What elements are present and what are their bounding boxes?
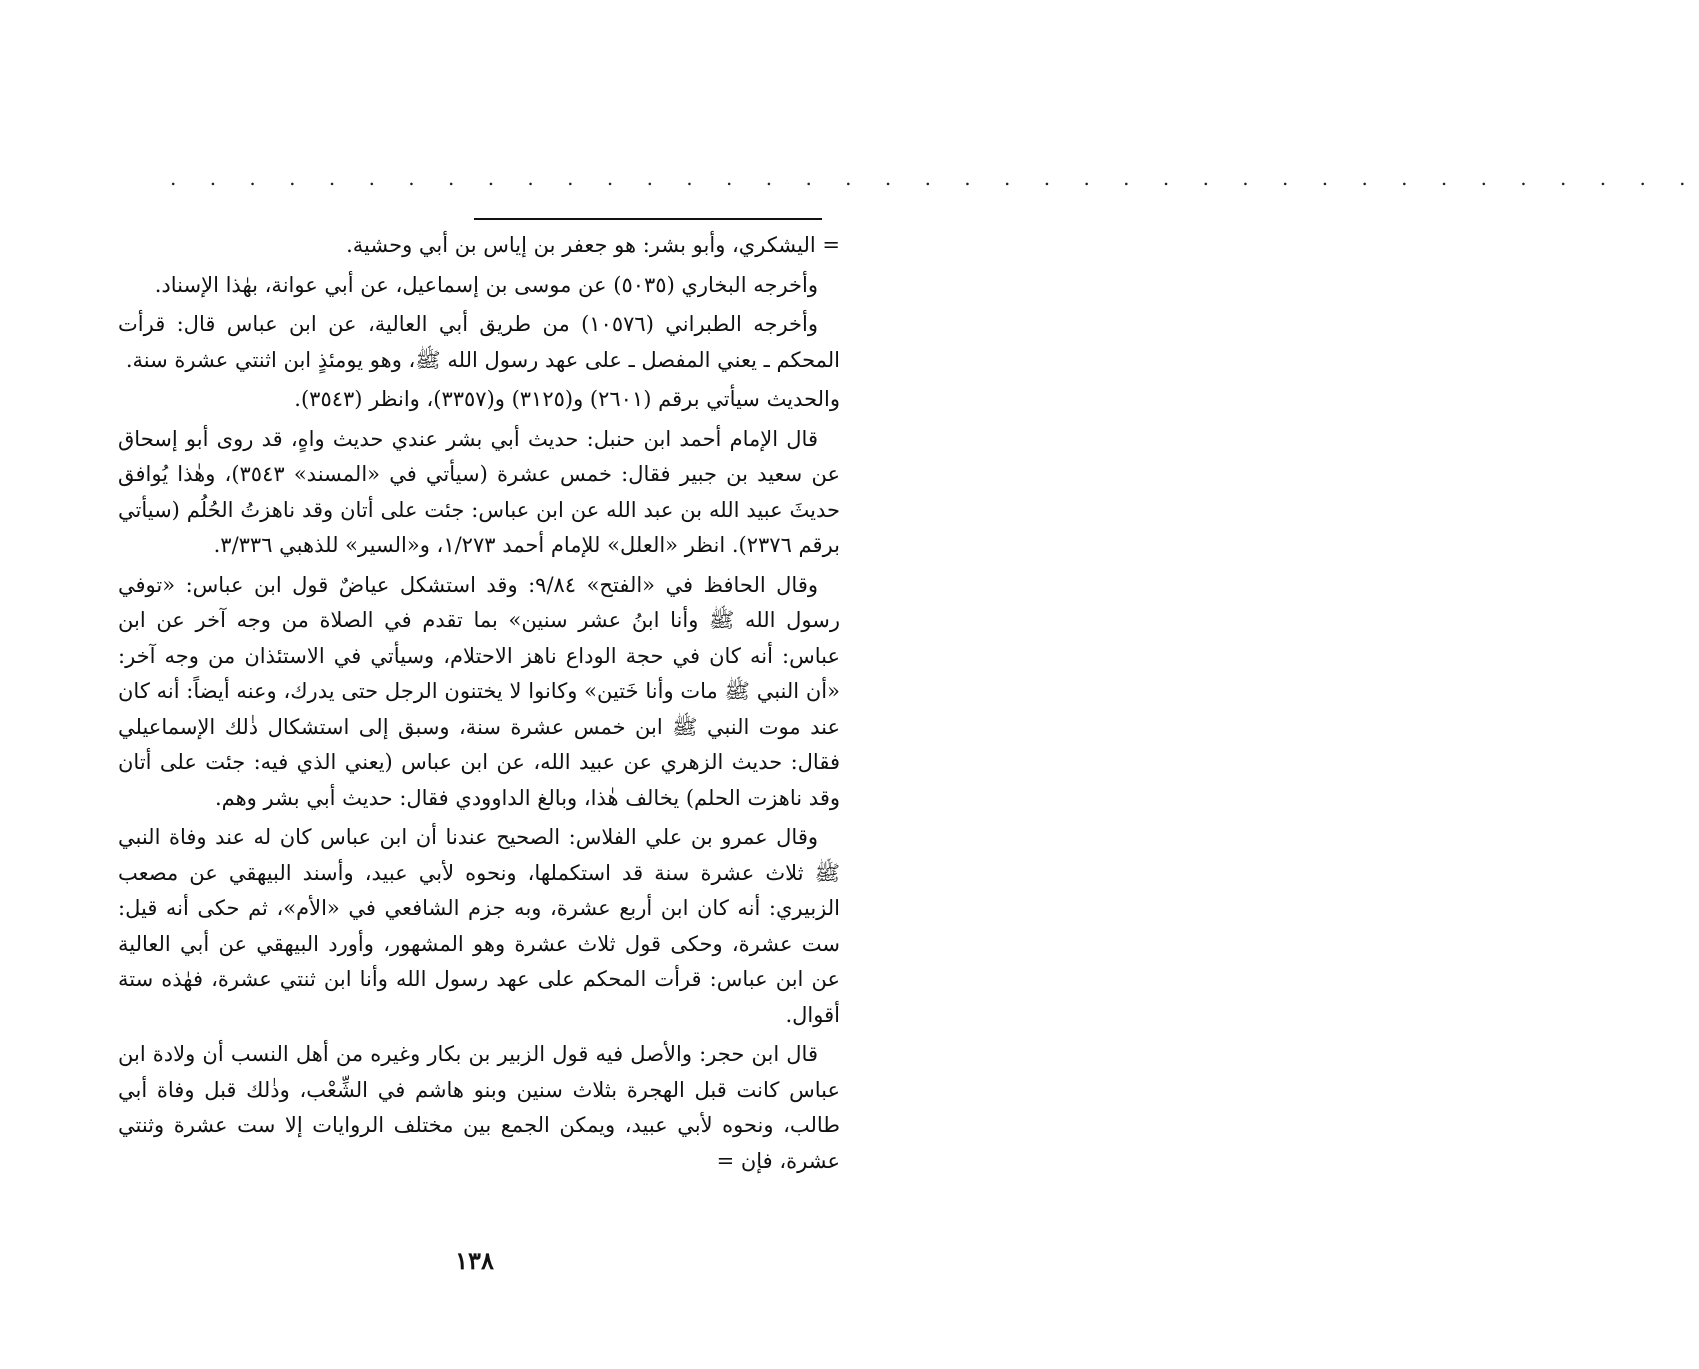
footnote-paragraph: وأخرجه الطبراني (١٠٥٧٦) من طريق أبي العالية، عن ابن عباس قال: قرأت المحكم ـ يعني المفصل ـ على عهد رسول الله ﷺ، وهو يومئذٍ ابن اثنتي عشرة سنة.	[118, 312, 840, 372]
footnotes-body	[118, 228, 840, 1183]
footnote-paragraph: وقال الحافظ في «الفتح» ٩/٨٤: وقد استشكل عياضٌ قول ابن عباس: «توفي رسول الله ﷺ وأنا ابنُ عشر سنين» بما تقدم في الصلاة من وجه آخر عن ابن عباس: أنه كان في حجة الوداع ناهز الاحتلام، وسيأتي في الاستئذان من وجه آخر: «أن النبي ﷺ مات وأنا خَتين» وكانوا لا يختنون الرجل حتى يدرك، وعنه أيضاً: أنه كان عند موت النبي ﷺ ابن خمس عشرة سنة، وسبق إلى استشكال ذٰلك الإسماعيلي فقال: حديث الزهري عن عبيد الله، عن ابن عباس (يعني الذي فيه: جئت على أتان وقد ناهزت الحلم) يخالف هٰذا، وبالغ الداوودي فقال: حديث أبي بشر وهم.	[118, 572, 840, 810]
footnote-paragraph: وأخرجه البخاري (٥٠٣٥) عن موسى بن إسماعيل، عن أبي عوانة، بهٰذا الإسناد.	[154, 272, 818, 297]
footnote-paragraph: قال الإمام أحمد ابن حنبل: حديث أبي بشر عندي حديث واهٍ، قد روى أبو إسحاق عن سعيد بن جبير فقال: خمس عشرة (سيأتي في «المسند» ٣٥٤٣)، وهٰذا يُوافق حديثَ عبيد الله بن عبد الله عن ابن عباس: جئت على أتان وقد ناهزتُ الحُلُم (سيأتي برقم ٢٣٧٦). انظر «العلل» للإمام أحمد ١/٢٧٣، و«السير» للذهبي ٣/٣٣٦.	[118, 426, 840, 557]
footnote-paragraph: وقال عمرو بن علي الفلاس: الصحيح عندنا أن ابن عباس كان له عند وفاة النبي ﷺ ثلاث عشرة سنة قد استكملها، ونحوه لأبي عبيد، وأسند البيهقي عن مصعب الزبيري: أنه كان ابن أربع عشرة، وبه جزم الشافعي في «الأم»، ثم حكى أنه قيل: ست عشرة، وحكى قول ثلاث عشرة وهو المشهور، وأورد البيهقي عن أبي العالية عن ابن عباس: قرأت المحكم على عهد رسول الله وأنا ابن ثنتي عشرة، فهٰذه ستة أقوال.	[118, 825, 840, 1027]
dotted-separator: . . . . . . . . . . . . . . . . . . . . . . . . . . . . . . . . . . . . . . .	[170, 166, 1699, 190]
page-number: ١٣٨	[455, 1246, 494, 1275]
footnote-paragraph: قال ابن حجر: والأصل فيه قول الزبير بن بكار وغيره من أهل النسب أن ولادة ابن عباس كانت قبل الهجرة بثلاث سنين وبنو هاشم في الشِّعْب، وذٰلك قبل وفاة أبي طالب، ونحوه لأبي عبيد، ويمكن الجمع بين مختلف الروايات إلا ست عشرة وثنتي عشرة، فإن =	[118, 1042, 840, 1173]
footnote-paragraph: والحديث سيأتي برقم (٢٦٠١) و(٣١٢٥) و(٣٣٥٧)، وانظر (٣٥٤٣).	[294, 387, 840, 411]
footnote-rule	[474, 218, 822, 220]
footnote-paragraph: = اليشكري، وأبو بشر: هو جعفر بن إياس بن أبي وحشية.	[346, 233, 840, 257]
